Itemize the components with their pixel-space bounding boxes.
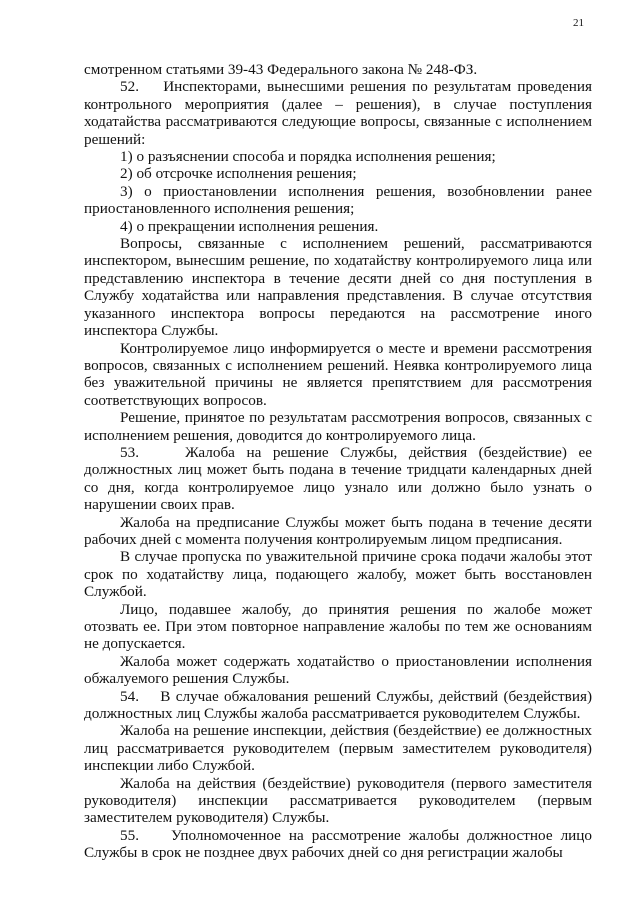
paragraph-continuation: смотренном статьями 39-43 Федерального закона № 248-ФЗ. bbox=[84, 61, 478, 78]
paragraph-55: 55. Уполномоченное на рассмотрение жалобы должностное лицо Службы в срок не позднее двух рабочих дней со дня регистрации жалобы bbox=[84, 826, 592, 862]
paragraph: Жалоба на решение инспекции, действия (бездействие) ее должностных лиц рассматривается руководителем (первым заместителем руководителя) инспекции либо Службой. bbox=[84, 722, 592, 775]
paragraph: Жалоба на действия (бездействие) руководителя (первого заместителя руководителя) инспекции рассматривается руководителем (первым заместителем руководителя) Службы. bbox=[84, 774, 592, 827]
paragraph: В случае пропуска по уважительной причине срока подачи жалобы этот срок по ходатайству лица, подающего жалобу, может быть восстановлен Службой. bbox=[84, 548, 592, 601]
paragraph-54: 54. В случае обжалования решений Службы, действий (бездействия) должностных лиц Службы жалоба рассматривается руководителем Службы. bbox=[84, 687, 592, 723]
list-item-1: 1) о разъяснении способа и порядка исполнения решения; bbox=[120, 148, 496, 166]
document-body bbox=[84, 61, 592, 862]
paragraph-53: 53. Жалоба на решение Службы, действия (бездействие) ее должностных лиц может быть подана в течение тридцати календарных дней со дня, когда контролируемое лицо узнало или должно было узнать о нарушении своих прав. bbox=[84, 443, 592, 514]
list-item-2: 2) об отсрочке исполнения решения; bbox=[120, 165, 357, 183]
list-item-4: 4) о прекращении исполнения решения. bbox=[120, 217, 379, 235]
page-number: 21 bbox=[573, 17, 584, 29]
paragraph: Лицо, подавшее жалобу, до принятия решения по жалобе может отозвать ее. При этом повторное направление жалобы по тем же основаниям не допускается. bbox=[84, 600, 592, 653]
paragraph: Жалоба на предписание Службы может быть подана в течение десяти рабочих дней с момента получения контролируемым лицом предписания. bbox=[84, 513, 592, 548]
paragraph: Жалоба может содержать ходатайство о приостановлении исполнения обжалуемого решения Службы. bbox=[84, 652, 592, 688]
paragraph: Вопросы, связанные с исполнением решений, рассматриваются инспектором, вынесшим решение, по ходатайству контролируемого лица или представлению инспектора в течение десяти дней со дня поступления в Службу ходатайства или направления представления. В случае отсутствия указанного инспектора вопросы передаются на рассмотрение иного инспектора Службы. bbox=[84, 235, 592, 340]
paragraph: Решение, принятое по результатам рассмотрения вопросов, связанных с исполнением решения, доводится до контролируемого лица. bbox=[84, 409, 592, 444]
paragraph: Контролируемое лицо информируется о месте и времени рассмотрения вопросов, связанных с исполнением решений. Неявка контролируемого лица без уважительной причины не является препятствием для рассмотрения соответствующих вопросов. bbox=[84, 339, 592, 409]
list-item-3: 3) о приостановлении исполнения решения, возобновлении ранее приостановленного исполнения решения; bbox=[84, 182, 592, 218]
paragraph-52: 52. Инспекторами, вынесшими решения по результатам проведения контрольного мероприятия (далее – решения), в случае поступления ходатайства рассматриваются следующие вопросы, связанные с исполнением решений: bbox=[84, 78, 592, 148]
